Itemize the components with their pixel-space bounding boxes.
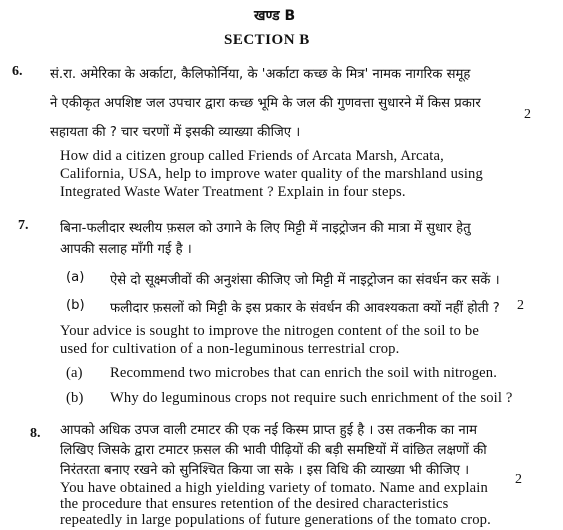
part-label: (a) bbox=[66, 270, 85, 285]
question-text-hindi: ने एकीकृत अपशिष्ट जल उपचार द्वारा कच्छ भूमि के जल की गुणवत्ता सुधारने में किस प्रकार bbox=[50, 96, 481, 111]
question-text: How did a citizen group called Friends of Arcata Marsh, Arcata, bbox=[60, 148, 444, 164]
part-label: (a) bbox=[66, 365, 83, 381]
question-text-hindi: निरंतरता बनाए रखने को सुनिश्चित किया जा सके । इस विधि की व्याख्या भी कीजिए । bbox=[60, 463, 470, 478]
question-text-hindi: सहायता की ? चार चरणों में इसकी व्याख्या कीजिए । bbox=[50, 125, 301, 140]
question-text-hindi: आपकी सलाह माँगी गई है । bbox=[60, 242, 192, 257]
question-number: 8. bbox=[30, 426, 41, 441]
question-text: California, USA, help to improve water quality of the marshland using bbox=[60, 166, 483, 182]
question-number: 7. bbox=[18, 218, 29, 233]
question-text: You have obtained a high yielding variety of tomato. Name and explain bbox=[60, 480, 488, 496]
part-text-hindi: ऐसे दो सूक्ष्मजीवों की अनुशंसा कीजिए जो मिट्टी में नाइट्रोजन का संवर्धन कर सकें । bbox=[110, 273, 500, 288]
question-text: Integrated Waste Water Treatment ? Explain in four steps. bbox=[60, 184, 406, 200]
part-label: (b) bbox=[66, 390, 84, 406]
marks: 2 bbox=[515, 472, 522, 487]
question-text: Your advice is sought to improve the nitrogen content of the soil to be bbox=[60, 323, 479, 339]
part-text: Why do leguminous crops not require such enrichment of the soil ? bbox=[110, 390, 513, 406]
question-text: the procedure that ensures retention of the desired characteristics bbox=[60, 496, 449, 512]
part-text-hindi: फलीदार फ़सलों को मिट्टी के इस प्रकार के संवर्धन की आवश्यकता क्यों नहीं होती ? bbox=[110, 301, 500, 316]
question-text-hindi: सं.रा. अमेरिका के अर्काटा, कैलिफोर्निया, के 'अर्काटा कच्छ के मित्र' नामक नागरिक समूह bbox=[50, 67, 471, 82]
question-number: 6. bbox=[12, 64, 23, 79]
part-text: Recommend two microbes that can enrich the soil with nitrogen. bbox=[110, 365, 498, 381]
question-text-hindi: लिखिए जिसके द्वारा टमाटर फ़सल की भावी पीढ़ियों की बड़ी समष्टियों में वांछित लक्षणों की bbox=[60, 443, 487, 458]
question-text: repeatedly in large populations of future generations of the tomato crop. bbox=[60, 512, 491, 528]
section-title: SECTION B bbox=[224, 32, 310, 48]
part-label: (b) bbox=[66, 298, 85, 313]
question-text: used for cultivation of a non-leguminous terrestrial crop. bbox=[60, 341, 400, 357]
question-text-hindi: बिना-फलीदार स्थलीय फ़सल को उगाने के लिए मिट्टी में नाइट्रोजन की मात्रा में सुधार हेतु bbox=[60, 221, 471, 236]
marks: 2 bbox=[517, 298, 524, 313]
section-title-hindi: खण्ड B bbox=[254, 8, 296, 24]
question-text-hindi: आपको अधिक उपज वाली टमाटर की एक नई किस्म प्राप्त हुई है । उस तकनीक का नाम bbox=[60, 423, 478, 438]
marks: 2 bbox=[524, 107, 531, 122]
